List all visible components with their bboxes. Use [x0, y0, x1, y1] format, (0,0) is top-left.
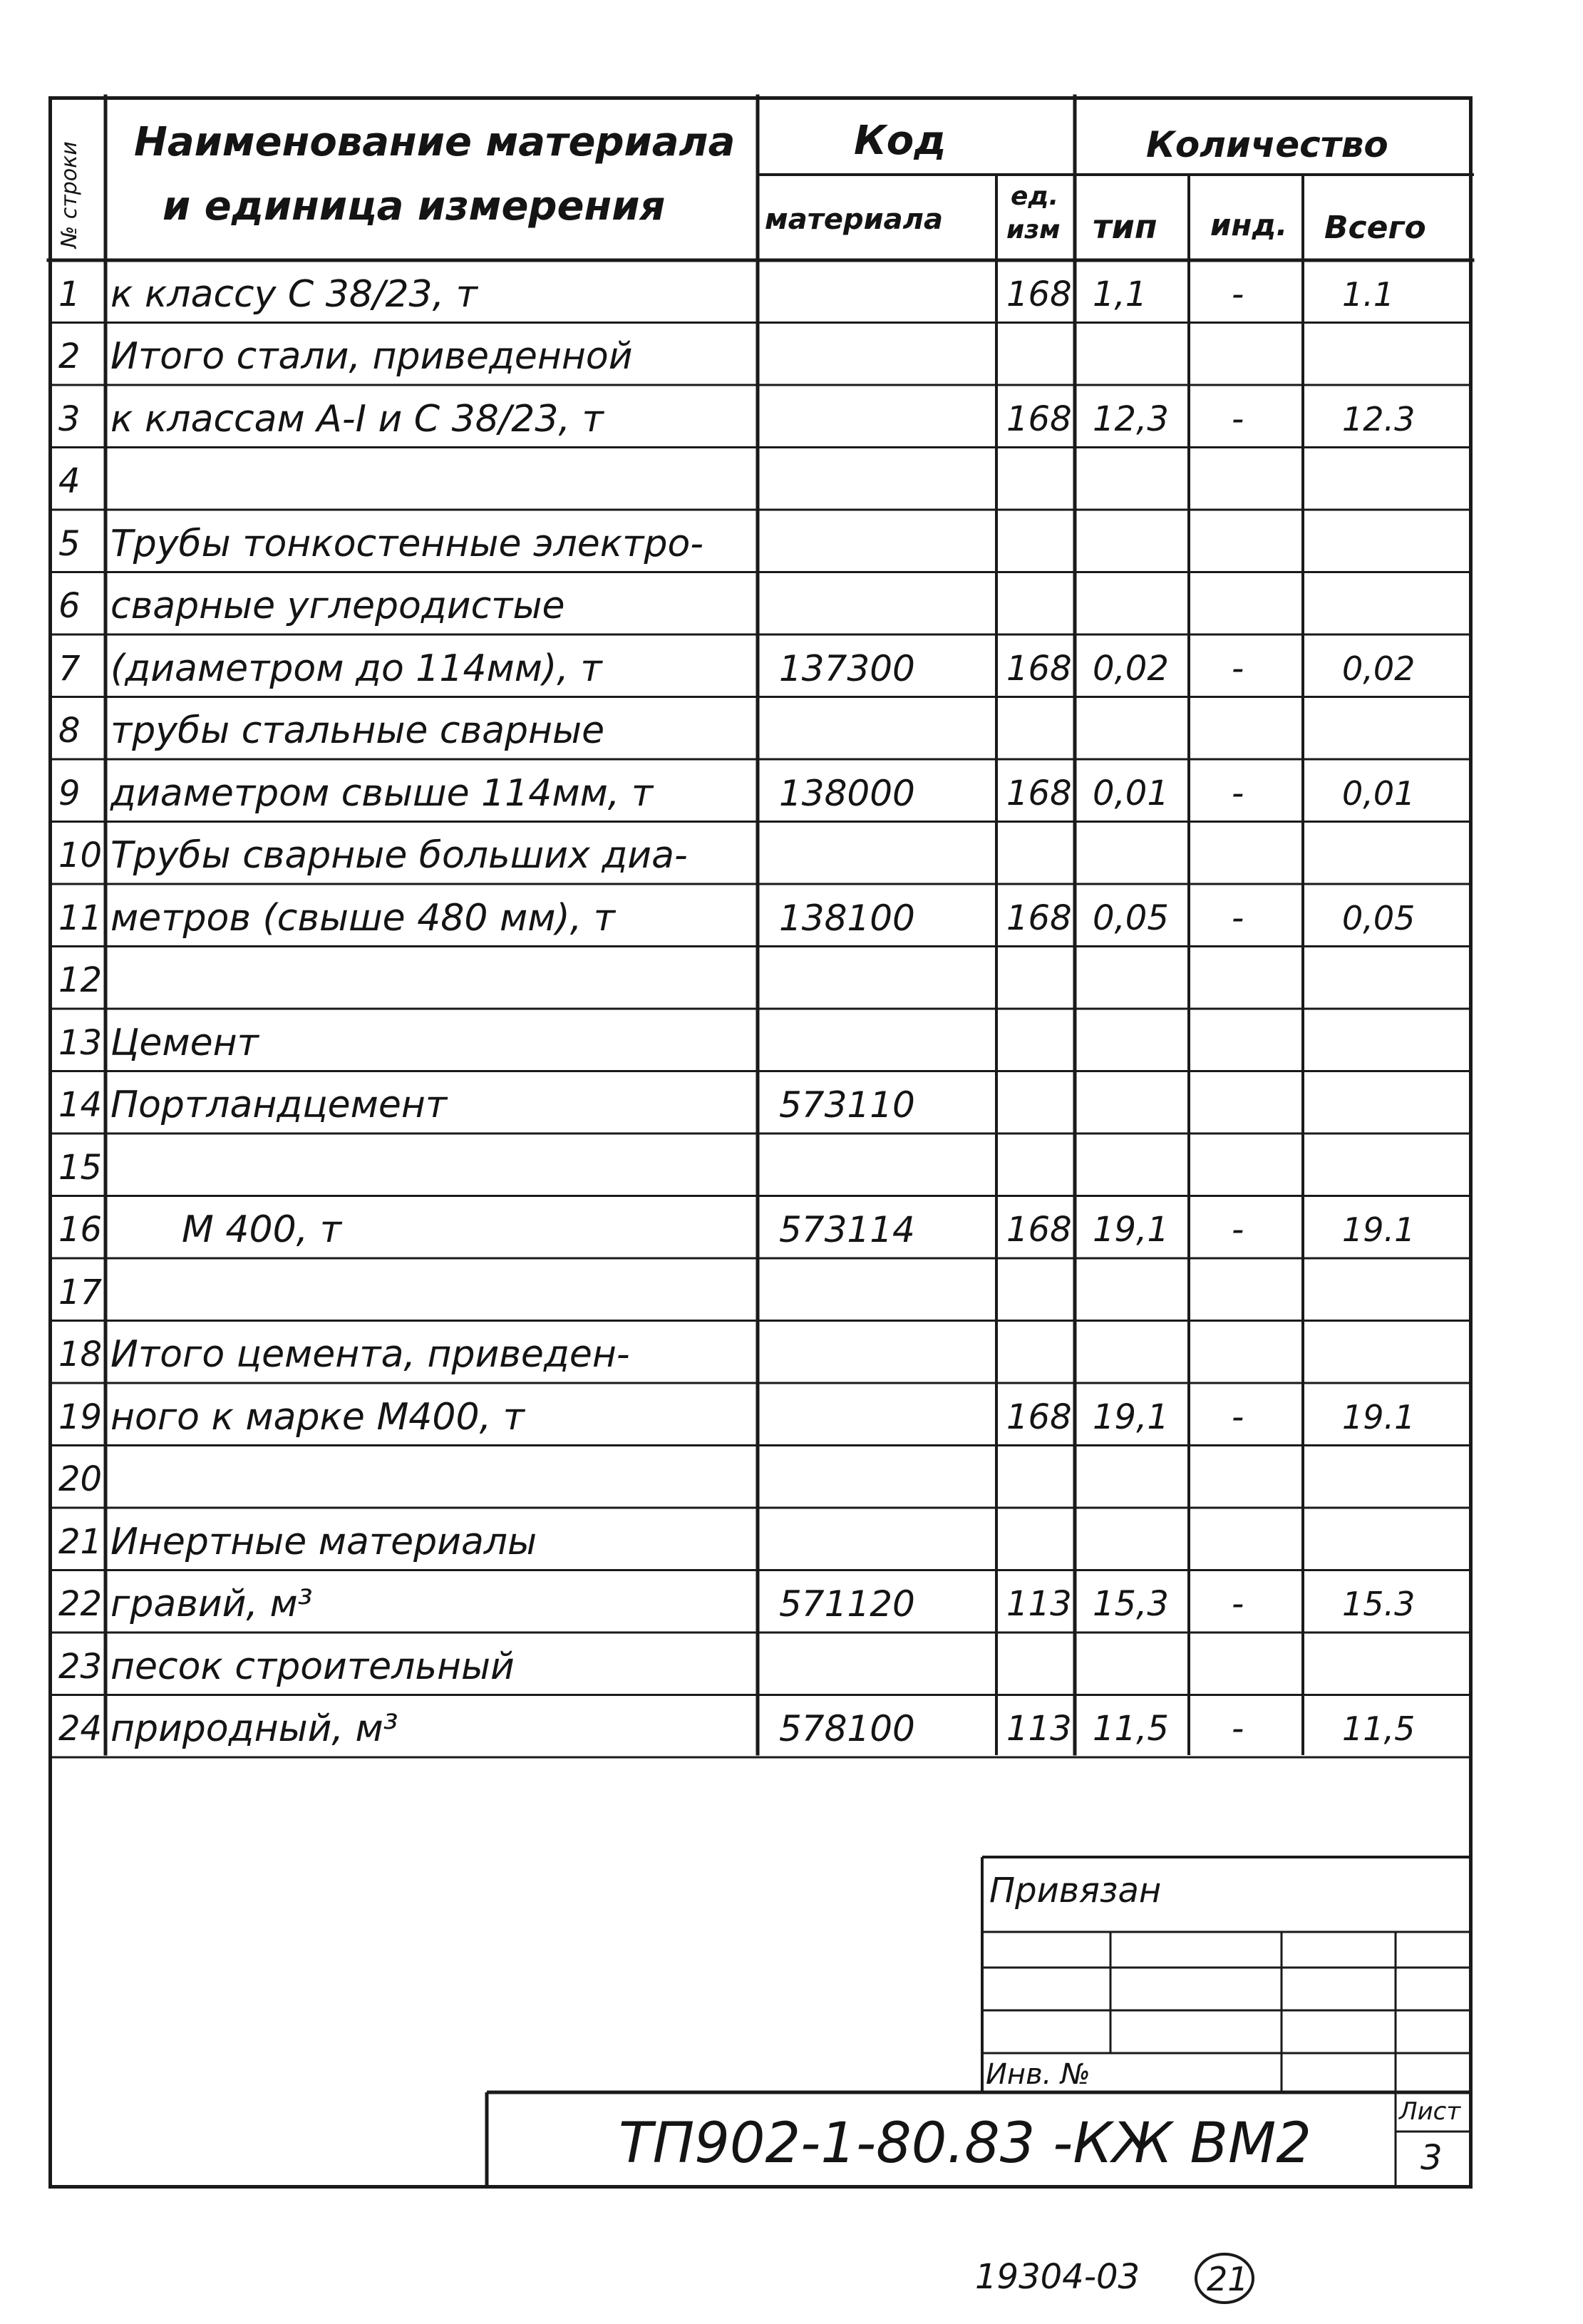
cell-no: 22	[58, 1584, 103, 1625]
cell-name: (диаметром до 114мм), т	[110, 647, 602, 690]
cell-unit: 113	[1006, 1584, 1072, 1625]
cell-name: к классам А-I и С 38/23, т	[110, 397, 604, 441]
cell-name: трубы стальные сварные	[110, 709, 605, 753]
cell-total: 12.3	[1342, 399, 1416, 438]
header-code-unit-a: ед.	[1011, 182, 1059, 211]
table-row	[0, 1383, 1473, 1446]
cell-total: 0,05	[1342, 898, 1416, 937]
table-row	[0, 323, 1473, 386]
cell-no: 9	[58, 773, 81, 813]
cell-type: 12,3	[1093, 399, 1169, 439]
cell-no: 14	[58, 1085, 103, 1126]
cell-name: песок строительный	[110, 1645, 515, 1688]
cell-name: М 400, т	[182, 1208, 341, 1252]
cell-ind: -	[1232, 1709, 1244, 1749]
cell-name: гравий, м³	[110, 1583, 313, 1626]
cell-type: 11,5	[1093, 1709, 1169, 1749]
cell-unit: 113	[1006, 1709, 1072, 1749]
table-row	[0, 1633, 1473, 1695]
cell-code: 137300	[779, 647, 915, 689]
header-row-no: № строки	[57, 141, 82, 248]
table-row	[0, 634, 1473, 697]
cell-name: сварные углеродистые	[110, 585, 565, 628]
table-row	[0, 822, 1473, 885]
stamp-designation: ТП902-1-80.83 -КЖ ВМ2	[619, 2112, 1311, 2176]
cell-type: 0,02	[1093, 648, 1169, 689]
table-row	[0, 1508, 1473, 1570]
cell-type: 15,3	[1093, 1584, 1169, 1625]
cell-name: метров (свыше 480 мм), т	[110, 896, 616, 940]
cell-name: Портландцемент	[110, 1084, 448, 1127]
cell-unit: 168	[1006, 773, 1072, 813]
cell-unit: 168	[1006, 399, 1072, 439]
cell-ind: -	[1232, 399, 1244, 439]
table-row	[0, 1009, 1473, 1071]
table-row	[0, 510, 1473, 572]
cell-type: 1,1	[1093, 274, 1148, 314]
cell-total: 15.3	[1342, 1585, 1416, 1624]
cell-code: 138000	[779, 772, 915, 814]
cell-ind: -	[1232, 274, 1244, 314]
header-code-material: материала	[765, 203, 943, 236]
cell-total: 19.1	[1342, 1210, 1416, 1250]
stamp-inv: Инв. №	[986, 2058, 1090, 2091]
table-row	[0, 1258, 1473, 1321]
stamp-attached: Привязан	[989, 1871, 1162, 1911]
stamp-sheet-no: 3	[1420, 2138, 1443, 2178]
table-row	[0, 1321, 1473, 1384]
table-row	[0, 697, 1473, 760]
cell-ind: -	[1232, 1210, 1244, 1250]
table-row	[0, 260, 1473, 323]
cell-no: 13	[58, 1022, 103, 1063]
header-quantity: Количество	[1146, 124, 1388, 165]
cell-total: 0,02	[1342, 649, 1416, 688]
table-row	[0, 759, 1473, 822]
cell-no: 18	[58, 1335, 103, 1375]
header-code: Код	[854, 118, 947, 164]
table-row	[0, 448, 1473, 510]
cell-name: природный, м³	[110, 1707, 398, 1751]
header-name-line1: Наименование материала	[134, 119, 736, 165]
table-row	[0, 884, 1473, 947]
cell-type: 19,1	[1093, 1210, 1169, 1250]
cell-name: к классу С 38/23, т	[110, 272, 478, 316]
cell-name: Трубы тонкостенные электро-	[110, 522, 704, 565]
table-row	[0, 947, 1473, 1009]
cell-code: 138100	[779, 897, 915, 939]
cell-unit: 168	[1006, 898, 1072, 938]
cell-no: 7	[58, 648, 81, 689]
header-name-line2: и единица измерения	[163, 183, 666, 230]
cell-ind: -	[1232, 648, 1244, 689]
cell-type: 19,1	[1093, 1397, 1169, 1437]
cell-code: 573114	[779, 1209, 915, 1251]
cell-name: Инертные материалы	[110, 1520, 537, 1563]
cell-name: Итого цемента, приведен-	[110, 1333, 630, 1377]
cell-no: 2	[58, 336, 81, 377]
cell-no: 19	[58, 1397, 103, 1437]
table-row	[0, 1695, 1473, 1758]
cell-total: 19.1	[1342, 1397, 1416, 1436]
cell-no: 10	[58, 835, 103, 876]
cell-total: 1.1	[1342, 274, 1395, 314]
cell-ind: -	[1232, 1584, 1244, 1625]
cell-total: 0,01	[1342, 773, 1416, 813]
cell-no: 1	[58, 274, 81, 314]
cell-name: Трубы сварные больших диа-	[110, 834, 688, 878]
cell-name: Цемент	[110, 1021, 259, 1064]
table-row	[0, 572, 1473, 635]
cell-name: Итого стали, приведенной	[110, 335, 633, 379]
table-row	[0, 1570, 1473, 1633]
table-row	[0, 1133, 1473, 1196]
cell-unit: 168	[1006, 274, 1072, 314]
cell-no: 20	[58, 1459, 103, 1500]
header-qty-ind: инд.	[1210, 207, 1288, 242]
cell-no: 8	[58, 711, 81, 751]
cell-ind: -	[1232, 898, 1244, 938]
cell-no: 16	[58, 1210, 103, 1250]
cell-no: 23	[58, 1646, 103, 1687]
cell-ind: -	[1232, 773, 1244, 813]
cell-unit: 168	[1006, 1397, 1072, 1437]
header-code-unit-b: изм	[1006, 215, 1061, 245]
cell-no: 11	[58, 898, 103, 938]
table-row	[0, 1446, 1473, 1508]
cell-no: 21	[58, 1521, 103, 1562]
cell-name: диаметром свыше 114мм, т	[110, 771, 654, 815]
cell-total: 11,5	[1342, 1709, 1416, 1749]
cell-unit: 168	[1006, 648, 1072, 689]
cell-no: 3	[58, 399, 81, 439]
cell-no: 5	[58, 523, 81, 564]
footer-note: 19304-03	[975, 2257, 1140, 2297]
table-row	[0, 1196, 1473, 1259]
footer-circled-number: 21	[1207, 2260, 1249, 2298]
cell-name: ного к марке М400, т	[110, 1395, 525, 1439]
cell-unit: 168	[1006, 1210, 1072, 1250]
cell-ind: -	[1232, 1397, 1244, 1437]
cell-no: 17	[58, 1272, 103, 1312]
header-qty-total: Всего	[1324, 210, 1426, 246]
cell-no: 6	[58, 586, 81, 627]
cell-no: 4	[58, 461, 81, 502]
table-row	[0, 1071, 1473, 1134]
cell-no: 15	[58, 1147, 103, 1188]
cell-no: 12	[58, 960, 103, 1001]
stamp-sheet-label: Лист	[1399, 2097, 1461, 2126]
cell-code: 573110	[779, 1084, 915, 1126]
cell-type: 0,05	[1093, 898, 1169, 938]
cell-code: 578100	[779, 1708, 915, 1750]
cell-code: 571120	[779, 1583, 915, 1625]
header-qty-type: тип	[1093, 207, 1157, 246]
cell-no: 24	[58, 1709, 103, 1749]
cell-type: 0,01	[1093, 773, 1169, 813]
table-row	[0, 385, 1473, 448]
